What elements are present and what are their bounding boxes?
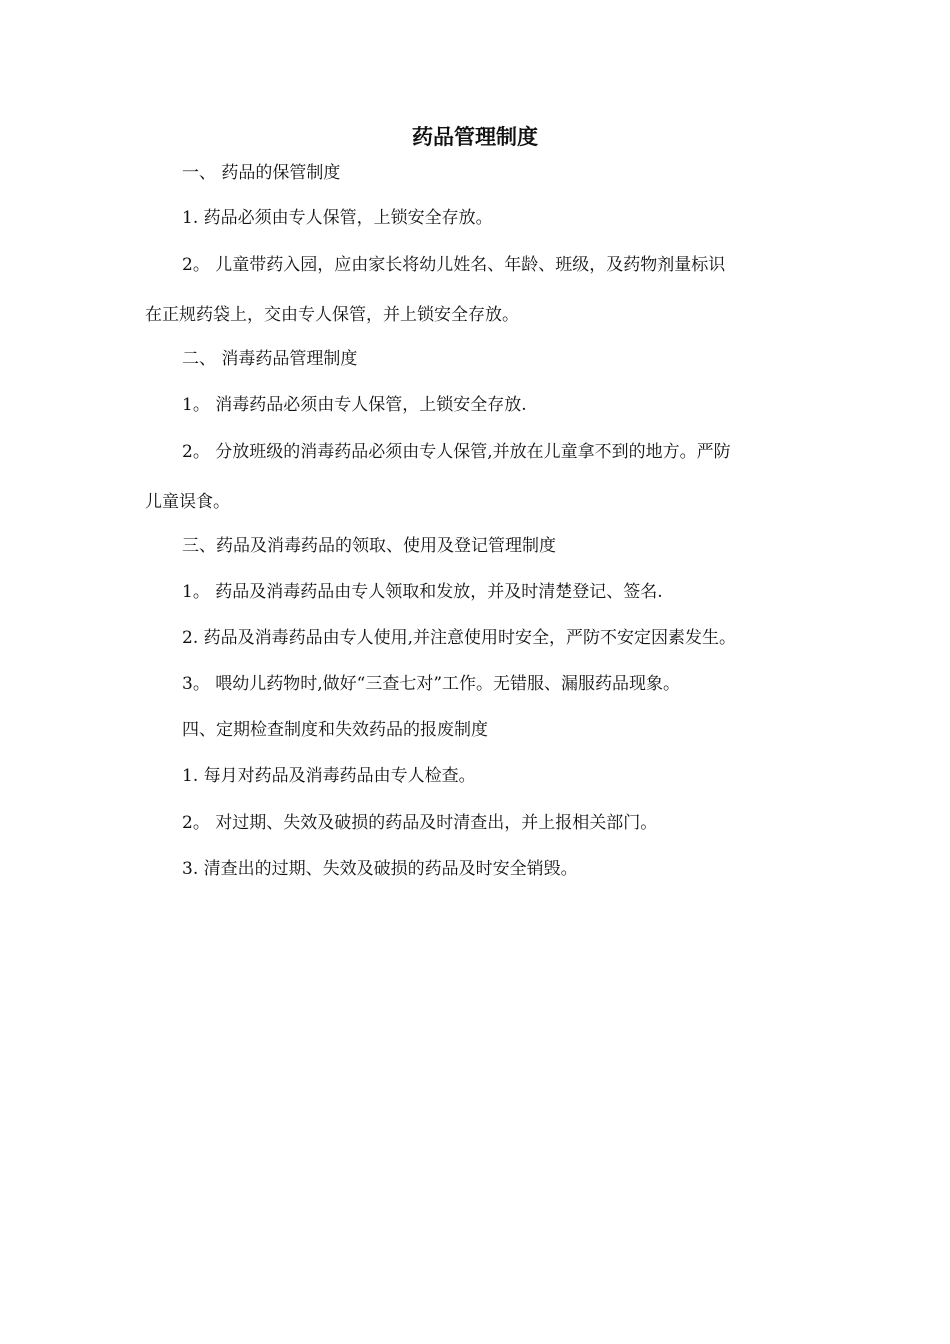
paragraph-item: 1. 药品必须由专人保管，上锁安全存放。 <box>182 208 493 228</box>
section-heading-usage: 三、药品及消毒药品的领取、使用及登记管理制度 <box>182 536 556 556</box>
paragraph-item: 2。 对过期、失效及破损的药品及时清查出，并上报相关部门。 <box>182 813 658 833</box>
paragraph-item: 1. 每月对药品及消毒药品由专人检查。 <box>182 766 476 786</box>
section-heading-storage: 一、 药品的保管制度 <box>182 163 341 183</box>
page-title: 药品管理制度 <box>412 125 538 149</box>
paragraph-item: 3. 清查出的过期、失效及破损的药品及时安全销毁。 <box>182 859 578 879</box>
paragraph-continuation: 儿童误食。 <box>145 492 230 512</box>
paragraph-item: 1。 药品及消毒药品由专人领取和发放，并及时清楚登记、签名. <box>182 582 663 602</box>
paragraph-item: 2. 药品及消毒药品由专人使用,并注意使用时安全，严防不安定因素发生。 <box>182 628 737 648</box>
section-heading-inspection: 四、定期检查制度和失效药品的报废制度 <box>182 720 488 740</box>
paragraph-item: 3。 喂幼儿药物时,做好“三查七对”工作。无错服、漏服药品现象。 <box>182 674 681 694</box>
paragraph-item: 1。 消毒药品必须由专人保管，上锁安全存放. <box>182 395 527 415</box>
paragraph-continuation: 在正规药袋上，交由专人保管，并上锁安全存放。 <box>145 305 519 325</box>
paragraph-item: 2。 儿童带药入园，应由家长将幼儿姓名、年龄、班级，及药物剂量标识 <box>182 255 726 275</box>
section-heading-disinfectant: 二、 消毒药品管理制度 <box>182 349 358 369</box>
paragraph-item: 2。 分放班级的消毒药品必须由专人保管,并放在儿童拿不到的地方。严防 <box>182 442 731 462</box>
